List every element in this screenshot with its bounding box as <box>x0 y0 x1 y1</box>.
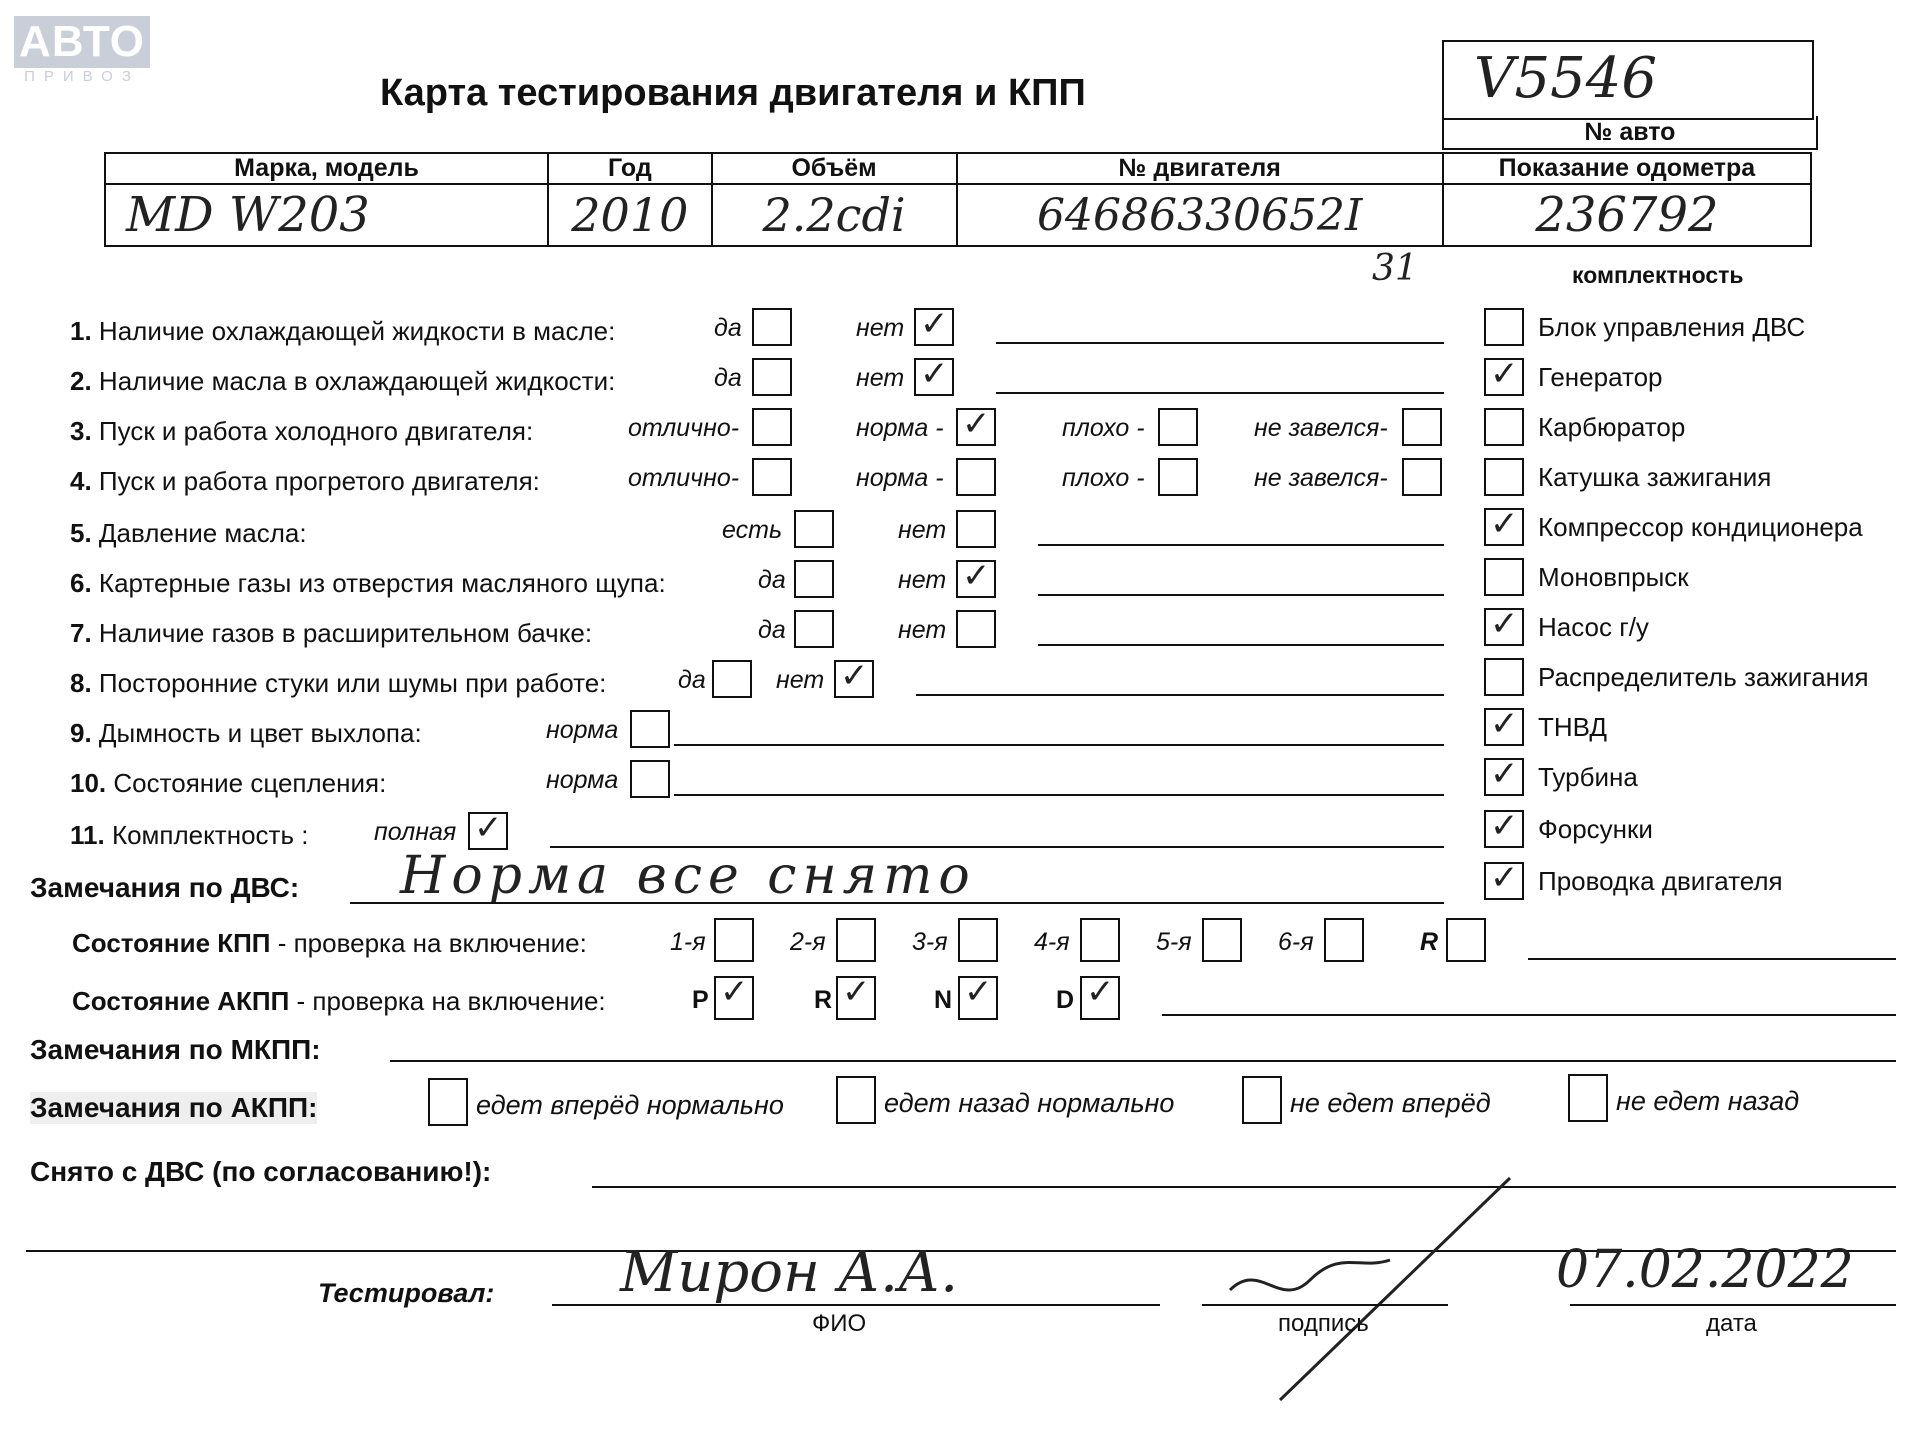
gear-checkbox[interactable] <box>1080 918 1120 962</box>
option-checkbox[interactable] <box>752 408 792 446</box>
option-checkbox[interactable] <box>914 304 954 346</box>
gear-label: 3-я <box>912 928 948 956</box>
gear-checkbox[interactable] <box>958 918 998 962</box>
kit-label: Блок управления ДВС <box>1538 312 1806 342</box>
item-number: 2. <box>70 366 92 396</box>
check-mark-icon: ✓ <box>964 972 993 1012</box>
option-label: плохо - <box>1062 414 1145 442</box>
option-checkbox[interactable] <box>468 808 508 850</box>
option-label: норма - <box>856 464 944 492</box>
option-label: норма <box>546 716 619 744</box>
akpp-remark-checkbox[interactable] <box>836 1076 876 1124</box>
tester-name: Мирон А.А. <box>620 1240 959 1305</box>
col-model: Марка, модель <box>105 153 548 184</box>
item-number: 3. <box>70 416 92 446</box>
car-number-box <box>1442 40 1814 120</box>
value-year: 2010 <box>548 184 712 246</box>
check-mark-icon: ✓ <box>1490 354 1519 394</box>
gear-label: R <box>1420 928 1439 956</box>
kit-checkbox[interactable] <box>1484 658 1524 696</box>
gear-checkbox[interactable] <box>714 972 754 1020</box>
kit-checkbox[interactable] <box>1484 408 1524 446</box>
signature-label: подпись <box>1278 1310 1369 1337</box>
option-label: да <box>678 666 706 694</box>
kpp-label <box>72 928 587 959</box>
note-line <box>674 794 1444 796</box>
tested-label: Тестировал: <box>318 1278 495 1308</box>
logo-subtitle: ПРИВОЗ <box>24 68 140 85</box>
item-row <box>70 366 615 397</box>
item-row <box>70 820 308 851</box>
kit-checkbox[interactable] <box>1484 458 1524 496</box>
option-label: норма <box>546 766 619 794</box>
akpp-remark-label: едет назад нормально <box>884 1088 1175 1118</box>
option-checkbox[interactable] <box>1402 458 1442 496</box>
remarks-mkpp-label: Замечания по МКПП: <box>30 1034 321 1065</box>
date-label: дата <box>1706 1310 1757 1337</box>
signature-line <box>1202 1304 1448 1306</box>
kit-checkbox[interactable] <box>1484 704 1524 746</box>
item-number: 9. <box>70 718 92 748</box>
item-text: Давление масла: <box>98 518 307 548</box>
item-text: Пуск и работа холодного двигателя: <box>98 416 534 446</box>
option-label: нет <box>776 666 825 694</box>
option-checkbox[interactable] <box>794 610 834 648</box>
gear-checkbox[interactable] <box>836 918 876 962</box>
item-row <box>70 768 386 799</box>
item-row <box>70 668 606 699</box>
option-label: нет <box>898 516 947 544</box>
col-engine-number: № двигателя <box>957 153 1443 184</box>
gear-checkbox[interactable] <box>1080 972 1120 1020</box>
note-line <box>1038 644 1444 646</box>
kpp-label-rest: - проверка на включение: <box>270 928 587 958</box>
kit-label: Проводка двигателя <box>1538 866 1783 896</box>
gear-checkbox[interactable] <box>958 972 998 1020</box>
item-text: Посторонние стуки или шумы при работе: <box>98 668 607 698</box>
option-checkbox[interactable] <box>956 458 996 496</box>
car-number-value: V5546 <box>1474 46 1657 111</box>
item-row <box>70 518 307 549</box>
check-mark-icon: ✓ <box>920 304 949 344</box>
kit-checkbox[interactable] <box>1484 858 1524 900</box>
page-title: Карта тестирования двигателя и КПП <box>380 72 1086 114</box>
col-year: Год <box>548 153 712 184</box>
gear-checkbox[interactable] <box>1324 918 1364 962</box>
gear-label: 4-я <box>1034 928 1070 956</box>
option-checkbox[interactable] <box>712 660 752 698</box>
kit-label: Форсунки <box>1538 814 1653 844</box>
kpp-line <box>1528 958 1896 960</box>
option-label: отлично- <box>628 414 740 442</box>
item-text: Комплектность : <box>111 820 309 850</box>
note-line <box>996 342 1444 344</box>
option-label: плохо - <box>1062 464 1145 492</box>
akpp-remark-label: не едет назад <box>1616 1086 1800 1116</box>
option-checkbox[interactable] <box>752 458 792 496</box>
option-label: нет <box>856 314 905 342</box>
item-text: Состояние сцепления: <box>113 768 387 798</box>
item-number: 10. <box>70 768 107 798</box>
col-volume: Объём <box>712 153 957 184</box>
kit-checkbox[interactable] <box>1484 806 1524 848</box>
gear-checkbox[interactable] <box>1202 918 1242 962</box>
remarks-akpp-label: Замечания по АКПП: <box>30 1092 318 1123</box>
akpp-label-bold: Состояние АКПП <box>72 986 290 1016</box>
akpp-remark-checkbox[interactable] <box>1242 1076 1282 1124</box>
item-row <box>70 618 592 649</box>
item-row <box>70 466 540 497</box>
kit-label: ТНВД <box>1538 712 1608 742</box>
extra-note: 31 <box>1372 248 1418 289</box>
check-mark-icon: ✓ <box>1490 806 1519 846</box>
option-label: нет <box>898 566 947 594</box>
option-label: не завелся- <box>1254 464 1388 492</box>
check-mark-icon: ✓ <box>1086 972 1115 1012</box>
check-mark-icon: ✓ <box>720 972 749 1012</box>
gear-label: N <box>934 986 953 1014</box>
kit-checkbox[interactable] <box>1484 354 1524 396</box>
item-text: Наличие масла в охлаждающей жидкости: <box>98 366 616 396</box>
kit-checkbox[interactable] <box>1484 558 1524 596</box>
value-volume: 2.2cdi <box>712 184 957 246</box>
gear-label: 6-я <box>1278 928 1314 956</box>
option-checkbox[interactable] <box>1158 458 1198 496</box>
option-checkbox[interactable] <box>752 308 792 346</box>
check-mark-icon: ✓ <box>1490 604 1519 644</box>
item-number: 5. <box>70 518 92 548</box>
option-label: норма - <box>856 414 944 442</box>
kit-label: Турбина <box>1538 762 1638 792</box>
option-label: да <box>758 616 786 644</box>
item-number: 4. <box>70 466 92 496</box>
car-number-label: № авто <box>1442 116 1818 150</box>
option-label: нет <box>898 616 947 644</box>
kit-checkbox[interactable] <box>1484 308 1524 346</box>
gear-checkbox[interactable] <box>714 918 754 962</box>
option-checkbox[interactable] <box>794 560 834 598</box>
item-text: Дымность и цвет выхлопа: <box>98 718 422 748</box>
check-mark-icon: ✓ <box>474 808 503 848</box>
kit-label: Компрессор кондиционера <box>1538 512 1863 542</box>
option-label: да <box>758 566 786 594</box>
gear-label: 5-я <box>1156 928 1192 956</box>
akpp-label <box>72 986 606 1017</box>
item-number: 7. <box>70 618 92 648</box>
check-mark-icon: ✓ <box>1490 704 1519 744</box>
option-label: полная <box>374 818 457 846</box>
value-odometer: 236792 <box>1443 184 1811 246</box>
date-line <box>1570 1304 1896 1306</box>
option-label: не завелся- <box>1254 414 1388 442</box>
remarks-dvs-value: Норма все снято <box>400 846 976 906</box>
option-checkbox[interactable] <box>794 510 834 548</box>
gear-label: 2-я <box>790 928 826 956</box>
gear-label: P <box>692 986 709 1014</box>
item-row <box>70 718 422 749</box>
gear-checkbox[interactable] <box>1446 918 1486 962</box>
option-checkbox[interactable] <box>752 358 792 396</box>
col-odometer: Показание одометра <box>1443 153 1811 184</box>
kit-label: Моновпрыск <box>1538 562 1689 592</box>
kpp-label-bold: Состояние КПП <box>72 928 271 958</box>
option-checkbox[interactable] <box>956 404 996 446</box>
value-model: MD W203 <box>105 184 548 246</box>
note-line <box>1038 544 1444 546</box>
logo: АВТО <box>14 16 150 68</box>
kit-label: Карбюратор <box>1538 412 1686 442</box>
test-date: 07.02.2022 <box>1556 1240 1854 1300</box>
gear-checkbox[interactable] <box>836 972 876 1020</box>
removed-label: Снято с ДВС (по согласованию!): <box>30 1156 492 1187</box>
akpp-remark-checkbox[interactable] <box>428 1078 468 1126</box>
remarks-dvs-line <box>350 902 1444 904</box>
option-checkbox[interactable] <box>1402 408 1442 446</box>
option-checkbox[interactable] <box>956 556 996 598</box>
gear-label: D <box>1056 986 1075 1014</box>
akpp-remark-checkbox[interactable] <box>1568 1074 1608 1122</box>
kit-label: Генератор <box>1538 362 1663 392</box>
item-number: 6. <box>70 568 92 598</box>
item-row <box>70 316 615 347</box>
kit-label: Катушка зажигания <box>1538 462 1772 492</box>
option-checkbox[interactable] <box>956 610 996 648</box>
item-text: Наличие охлаждающей жидкости в масле: <box>98 316 616 346</box>
kit-label: Насос г/у <box>1538 612 1649 642</box>
option-checkbox[interactable] <box>834 656 874 698</box>
kit-title: комплектность <box>1572 262 1744 288</box>
kit-checkbox[interactable] <box>1484 604 1524 646</box>
value-engine-number: 64686330652I <box>957 184 1443 246</box>
gear-label: 1-я <box>670 928 706 956</box>
item-number: 11. <box>70 820 105 850</box>
fio-label: ФИО <box>812 1310 867 1337</box>
check-mark-icon: ✓ <box>1490 754 1519 794</box>
option-label: есть <box>722 516 783 544</box>
akpp-remark-label: не едет вперёд <box>1290 1088 1491 1118</box>
item-text: Картерные газы из отверстия масляного щупа: <box>98 568 666 598</box>
item-text: Пуск и работа прогретого двигателя: <box>98 466 540 496</box>
item-text: Наличие газов в расширительном бачке: <box>98 618 593 648</box>
item-row <box>70 568 666 599</box>
option-checkbox[interactable] <box>630 710 670 748</box>
item-row <box>70 416 533 447</box>
kit-checkbox[interactable] <box>1484 504 1524 546</box>
akpp-remark-label: едет вперёд нормально <box>476 1090 784 1120</box>
fio-line <box>552 1304 1160 1306</box>
item-number: 8. <box>70 668 92 698</box>
remarks-mkpp-line <box>390 1060 1896 1062</box>
signature-image <box>1220 1170 1520 1410</box>
check-mark-icon: ✓ <box>962 556 991 596</box>
remarks-dvs-label: Замечания по ДВС: <box>30 872 300 903</box>
akpp-line <box>1162 1014 1896 1016</box>
note-line <box>674 744 1444 746</box>
option-checkbox[interactable] <box>956 510 996 548</box>
item-number: 1. <box>70 316 92 346</box>
option-checkbox[interactable] <box>1158 408 1198 446</box>
note-line <box>1038 594 1444 596</box>
note-line <box>996 392 1444 394</box>
option-checkbox[interactable] <box>914 354 954 396</box>
check-mark-icon: ✓ <box>840 656 869 696</box>
check-mark-icon: ✓ <box>1490 858 1519 898</box>
kit-label: Распределитель зажигания <box>1538 662 1869 692</box>
option-label: да <box>714 314 742 342</box>
check-mark-icon: ✓ <box>962 404 991 444</box>
option-label: нет <box>856 364 905 392</box>
akpp-label-rest: - проверка на включение: <box>289 986 606 1016</box>
vehicle-header-table <box>104 152 1812 247</box>
option-label: отлично- <box>628 464 740 492</box>
gear-label: R <box>814 986 833 1014</box>
option-label: да <box>714 364 742 392</box>
kit-checkbox[interactable] <box>1484 754 1524 796</box>
check-mark-icon: ✓ <box>920 354 949 394</box>
check-mark-icon: ✓ <box>842 972 871 1012</box>
note-line <box>916 694 1444 696</box>
option-checkbox[interactable] <box>630 760 670 798</box>
check-mark-icon: ✓ <box>1490 504 1519 544</box>
